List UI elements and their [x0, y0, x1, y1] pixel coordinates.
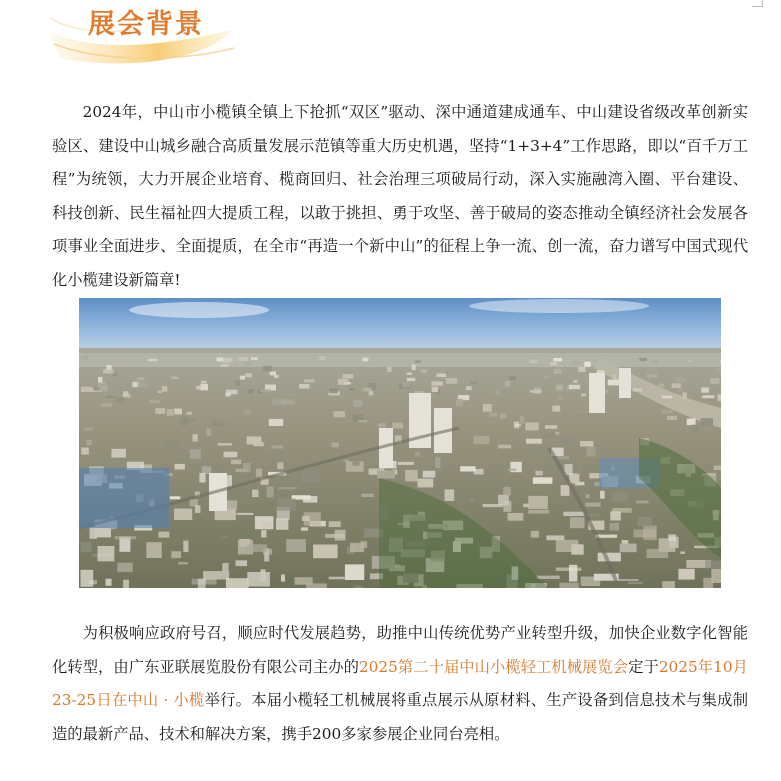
exhibition-text-part1: 为积极响应政府号召，顺应时代发展趋势，助推中山传统优势产业转型升级，加快企业数字化智能化转型，由广东亚联展览股份有限公司主办的 — [52, 624, 748, 676]
exhibition-text-part2: 定于 — [628, 657, 659, 676]
corner-mark — [752, 0, 763, 7]
exhibition-paragraph — [52, 617, 748, 751]
exhibition-name-highlight: 2025第二十届中山小榄轻工机械展览会 — [358, 657, 629, 676]
section-title: 展会背景 — [88, 9, 204, 40]
intro-paragraph: 2024年，中山市小榄镇全镇上下抢抓“双区”驱动、深中通道建成通车、中山建设省级改革创新实验区、建设中山城乡融合高质量发展示范镇等重大历史机遇，坚持“1+3+4”工作思路，即以“百千万工程”为统领，大力开展企业培育、榄商回归、社会治理三项破局行动，深入实施融湾入圈、平台建设、科技创新、民生福祉四大提质工程，以敢于挑担、勇于攻坚、善于破局的姿态推动全镇经济社会发展各项事业全面进步、全面提质，在全市“再造一个新中山”的征程上争一流、创一流，奋力谱写中国式现代化小榄建设新篇章! — [52, 103, 748, 289]
exhibition-text-part3: 举行。本届小榄轻工机械展将重点展示从原材料、生产设备到信息技术与集成制造的最新产品、技术和解决方案，携手200多家参展企业同台亮相。 — [52, 691, 748, 743]
exhibition-date-highlight: 2025年10月23-25日在中山 · 小榄 — [52, 657, 748, 709]
city-aerial-photo — [79, 298, 721, 588]
